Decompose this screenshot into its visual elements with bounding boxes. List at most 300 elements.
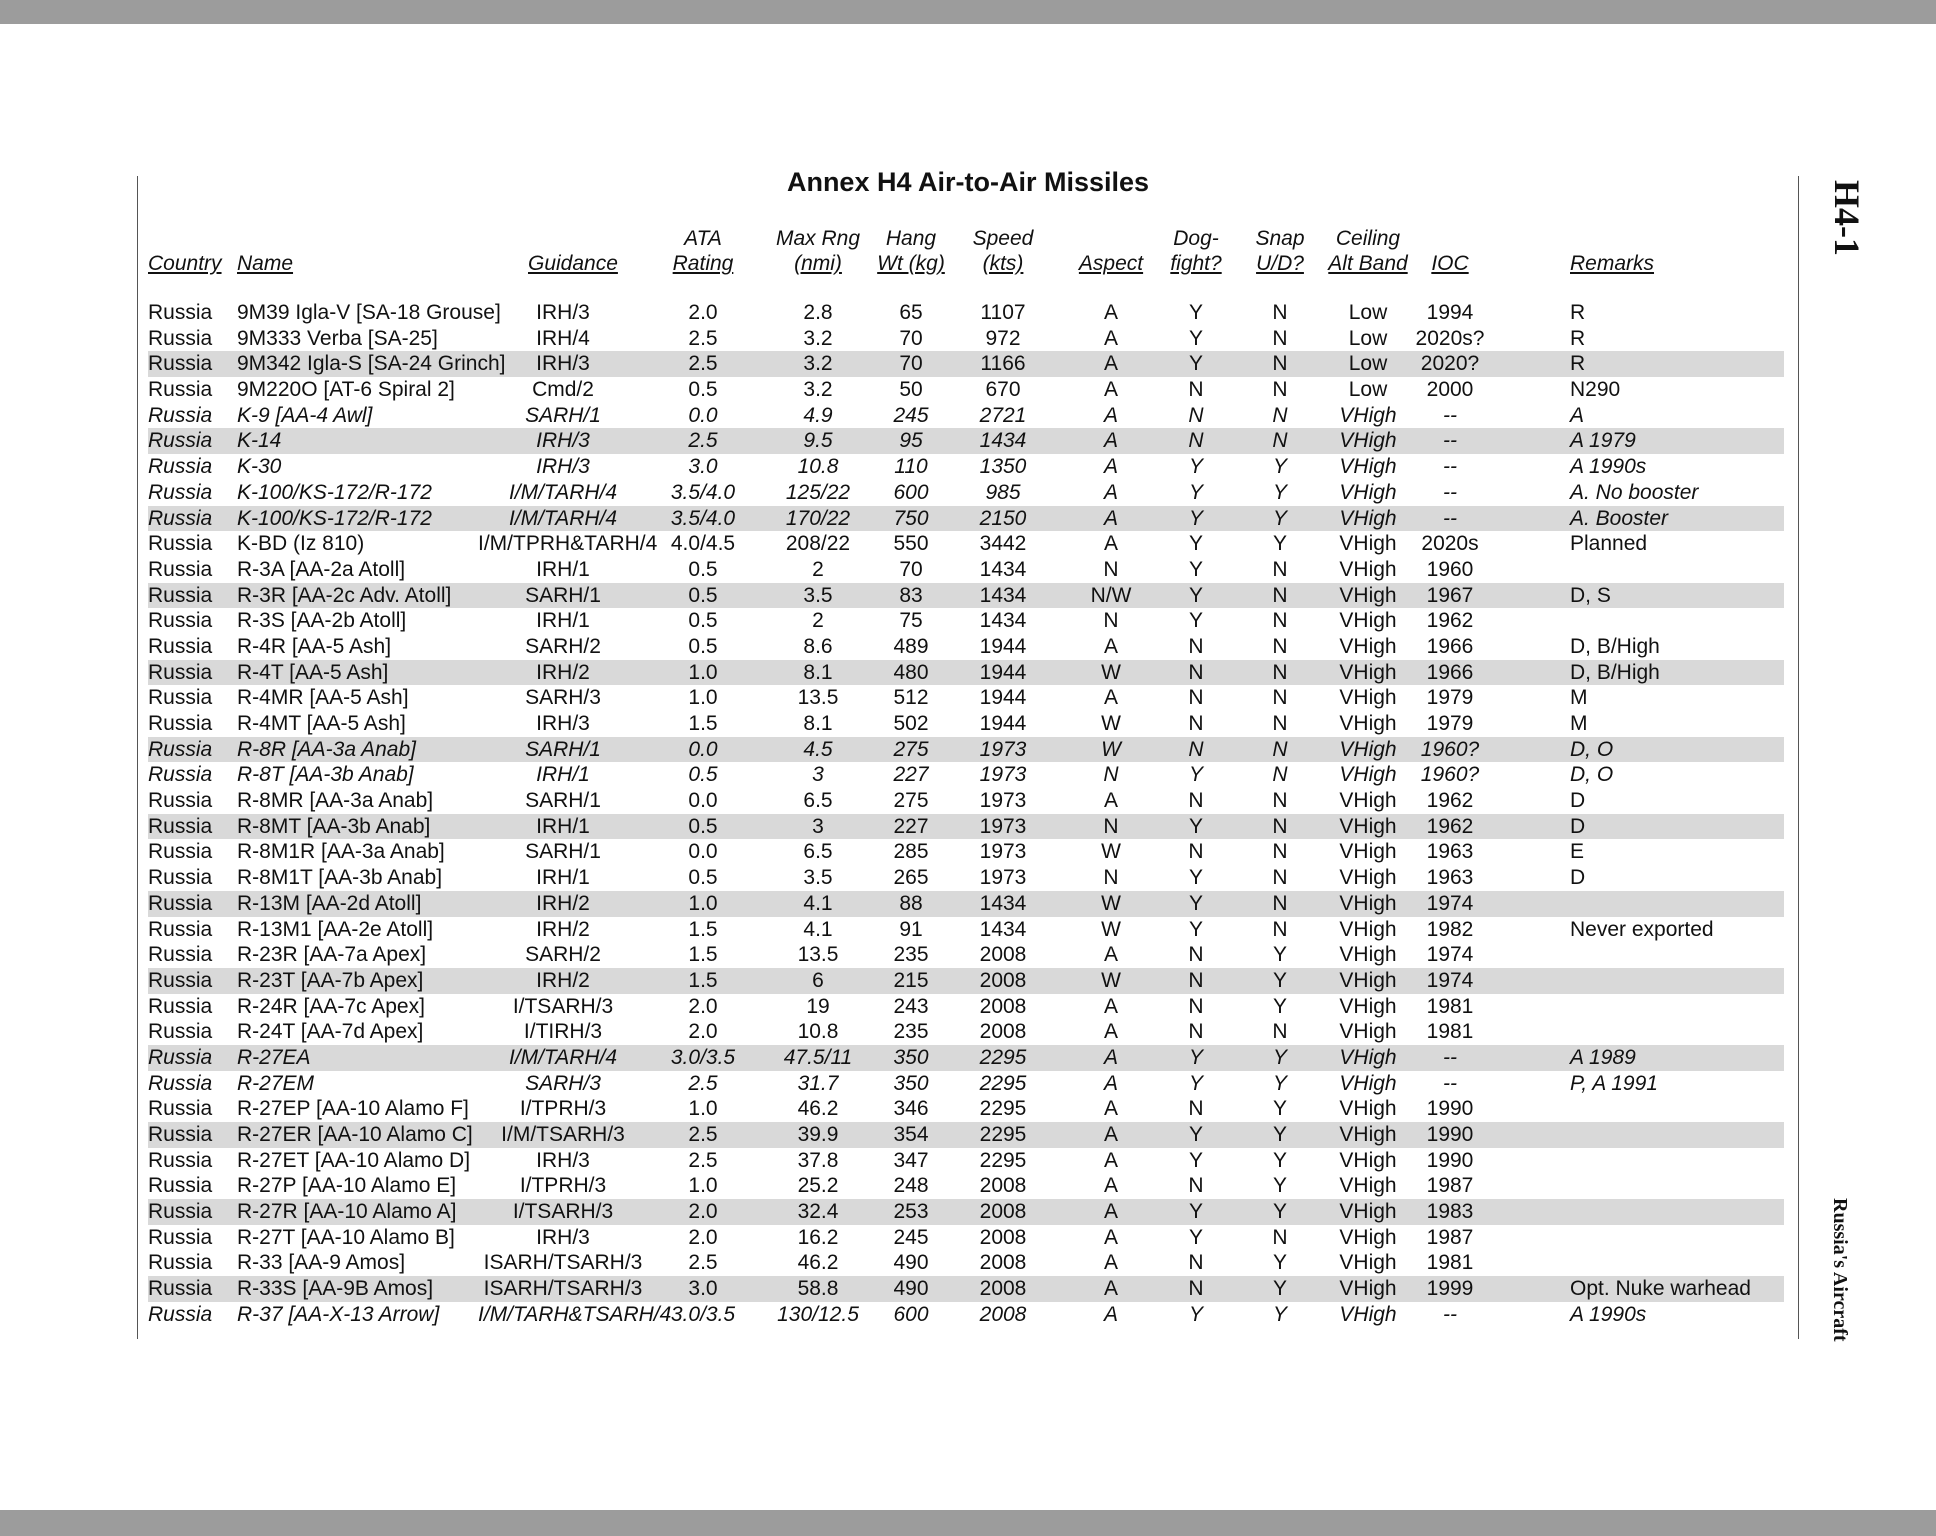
table-cell: I/M/TARH/4 [508,480,618,504]
table-cell: 3.5 [803,583,833,607]
table-cell: Y [1188,1200,1203,1224]
table-cell: 2020? [1420,352,1480,376]
table-row [148,1199,1784,1225]
table-cell: 3.0/3.5 [670,1045,736,1069]
table-cell: R-13M [AA-2d Atoll] [237,891,422,915]
table-cell: 2008 [979,1020,1027,1044]
table-cell: 480 [893,660,929,684]
table-cell: A 1990s [1570,455,1647,479]
table-cell: P, A 1991 [1570,1071,1658,1095]
table-cell: Russia [148,1045,213,1069]
table-row [148,531,1784,557]
table-cell: K-BD (Iz 810) [237,532,365,556]
table-cell: SARH/3 [525,1071,601,1095]
column-header-line2: (nmi) [794,252,842,275]
table-cell: VHigh [1339,1174,1397,1198]
column-header [658,226,748,276]
table-cell: 490 [893,1277,929,1301]
table-cell: N [1272,763,1288,787]
table-cell: N [1188,1020,1204,1044]
table-cell: VHigh [1339,1097,1397,1121]
table-cell: R-27ER [AA-10 Alamo C] [237,1123,473,1146]
table-cell: IRH/2 [536,660,590,684]
table-cell: M [1570,712,1588,735]
table-cell: 1973 [979,789,1027,813]
table-cell: Y [1188,480,1203,504]
table-cell: 972 [985,326,1021,350]
table-cell: Y [1188,814,1203,838]
table-cell: 1960 [1426,557,1474,581]
table-cell: 2020s? [1415,326,1485,350]
table-cell: VHigh [1339,506,1397,530]
table-cell: W [1101,917,1121,941]
table-cell: A [1103,1174,1118,1198]
table-cell: 985 [985,480,1021,504]
table-cell: Russia [148,480,213,504]
table-cell: VHigh [1339,1045,1397,1069]
table-cell: SARH/3 [525,686,601,710]
table-cell: 208/22 [785,532,851,556]
table-cell: 31.7 [797,1071,839,1095]
table-cell: A [1103,1020,1118,1044]
table-cell: N [1103,763,1119,787]
table-cell: 1434 [979,609,1027,633]
table-cell: A [1103,1251,1118,1275]
table-cell: VHigh [1339,840,1397,864]
column-header-line1: Speed [972,227,1034,250]
table-cell: 1974 [1426,943,1474,967]
table-cell: 2008 [979,968,1027,992]
table-cell: Y [1188,326,1203,350]
table-cell: VHigh [1339,532,1397,556]
table-cell: W [1101,712,1121,735]
table-header-row [148,226,1784,280]
column-header-line2: Name [237,252,294,275]
table-cell: 2008 [979,1251,1027,1275]
table-cell: Planned [1570,532,1648,556]
column-header-line1: Snap [1255,227,1305,250]
table-cell: 1982 [1426,917,1474,941]
table-cell: Russia [148,968,213,992]
table-cell: W [1101,840,1121,864]
table-cell: IRH/2 [536,891,590,915]
table-cell: 245 [893,403,929,427]
table-cell: Y [1188,455,1203,479]
table-cell: 2008 [979,1200,1027,1224]
table-cell: 2008 [979,994,1027,1018]
table-cell: VHigh [1339,480,1397,504]
table-cell: R-27EM [237,1071,315,1095]
table-cell: Russia [148,1251,213,1275]
table-row [148,506,1784,532]
table-cell: Russia [148,917,213,941]
table-cell: N [1103,866,1119,890]
table-cell: 1962 [1426,814,1474,838]
table-cell: 37.8 [797,1148,839,1172]
table-row [148,685,1784,711]
table-cell: 3.0/3.5 [670,1302,736,1326]
table-cell: 3.0 [688,1277,718,1301]
table-cell: 1434 [979,891,1027,915]
table-cell: VHigh [1339,634,1397,658]
table-cell: 227 [893,814,929,838]
table-cell: 2008 [979,1174,1027,1198]
table-cell: Y [1272,1200,1287,1224]
table-cell: 2.5 [688,1071,718,1095]
table-cell: 65 [899,301,923,324]
table-cell: 2.0 [688,1020,718,1044]
column-header-line1 [528,226,608,251]
table-cell: D [1570,814,1586,838]
table-cell: 3.5/4.0 [670,506,736,530]
table-cell: 46.2 [797,1251,839,1275]
table-cell: IRH/1 [536,609,590,633]
table-cell: N [1103,557,1119,581]
table-cell: 83 [899,583,923,607]
table-cell: Russia [148,840,213,864]
column-header-line1 [237,226,317,251]
table-cell: R-4MT [AA-5 Ash] [237,712,406,735]
table-cell: IRH/1 [536,814,590,838]
table-cell: A [1103,789,1118,813]
table-cell: 25.2 [797,1174,839,1198]
table-row [148,608,1784,634]
table-cell: 1107 [980,301,1026,324]
table-cell: 2.0 [688,994,718,1018]
table-cell: 2008 [979,1277,1027,1301]
table-cell: N [1188,994,1204,1018]
table-cell: 2.5 [688,352,718,376]
table-cell: 235 [893,1020,929,1044]
table-cell: VHigh [1339,814,1397,838]
table-cell: 1434 [979,583,1027,607]
table-cell: 1944 [979,686,1027,710]
table-cell: 0.5 [688,583,718,607]
column-header-line2: (kts) [982,252,1024,275]
table-cell: VHigh [1339,1123,1397,1146]
table-cell: 1966 [1426,660,1474,684]
table-cell: 4.1 [803,917,833,941]
column-header-line2: Aspect [1078,252,1144,275]
table-cell: 9M333 Verba [SA-25] [237,326,438,350]
table-cell: Y [1188,763,1203,787]
table-cell: R-24T [AA-7d Apex] [237,1020,424,1044]
table-cell: Y [1188,1045,1203,1069]
table-cell: IRH/2 [536,968,590,992]
table-cell: 512 [893,686,929,710]
table-cell: Y [1188,1302,1203,1326]
table-cell: 0.5 [688,814,718,838]
table-cell: Russia [148,1148,213,1172]
table-cell: A [1103,403,1118,427]
table-cell: Low [1348,301,1388,324]
table-cell: N [1188,789,1204,813]
column-header [148,226,228,276]
table-row [148,1250,1784,1276]
table-cell: IRH/3 [536,1148,590,1172]
table-cell: Y [1272,1251,1287,1275]
table-cell: A [1103,352,1118,376]
table-row [148,839,1784,865]
table-cell: 2.8 [803,301,833,324]
table-cell: N [1272,814,1288,838]
table-row [148,377,1784,403]
table-cell: N [1103,814,1119,838]
table-cell: A [1103,301,1118,324]
right-margin-rule [1798,176,1799,1339]
table-cell: R-33 [AA-9 Amos] [237,1251,406,1275]
table-cell: VHigh [1339,1020,1397,1044]
table-cell: 227 [893,763,929,787]
table-cell: A [1103,1123,1118,1146]
table-cell: I/TPRH/3 [519,1174,607,1198]
table-cell: 70 [899,326,923,350]
table-cell: VHigh [1339,660,1397,684]
table-cell: 16.2 [797,1225,839,1249]
table-cell: Russia [148,455,213,479]
table-cell: N [1272,660,1288,684]
table-cell: 1983 [1426,1200,1474,1224]
table-cell: N [1188,1277,1204,1301]
table-cell: -- [1443,403,1457,427]
table-cell: N/W [1090,583,1132,607]
table-cell: 50 [899,378,923,402]
column-header [1240,226,1320,276]
table-row [148,634,1784,660]
table-cell: N [1188,1174,1204,1198]
table-row [148,480,1784,506]
table-cell: 6 [812,968,824,992]
table-cell: R-3S [AA-2b Atoll] [237,609,407,633]
table-cell: 4.0/4.5 [670,532,736,556]
table-cell: Y [1272,506,1287,530]
table-cell: 275 [893,737,929,761]
table-cell: 9M39 Igla-V [SA-18 Grouse] [237,301,501,324]
table-cell: I/M/TARH/4 [508,506,618,530]
section-subtitle: Russia's Aircraft [1829,1198,1851,1342]
table-cell: A [1103,1225,1118,1249]
table-row [148,1148,1784,1174]
table-cell: Russia [148,557,213,581]
table-cell: K-100/KS-172/R-172 [237,480,432,504]
table-cell: 1994 [1426,301,1474,324]
table-row [148,1045,1784,1071]
table-cell: 19 [806,994,830,1018]
table-cell: Russia [148,609,213,633]
column-header [1323,226,1413,276]
table-cell: D, O [1570,763,1614,787]
table-cell: VHigh [1339,866,1397,890]
table-cell: 2008 [979,943,1027,967]
table-cell: -- [1443,1045,1457,1069]
table-row [148,942,1784,968]
table-cell: 0.5 [688,609,718,633]
table-row [148,454,1784,480]
table-cell: SARH/2 [525,943,601,967]
table-cell: 2.0 [688,1225,718,1249]
table-cell: R-3A [AA-2a Atoll] [237,557,406,581]
table-cell: 2.5 [688,1251,718,1275]
table-cell: R-13M1 [AA-2e Atoll] [237,917,434,941]
column-header-line2: fight? [1170,252,1222,275]
table-cell: 235 [893,943,929,967]
table-cell: Y [1272,968,1287,992]
table-cell: IRH/2 [536,917,590,941]
table-cell: Russia [148,378,213,402]
table-cell: Y [1272,1045,1287,1069]
table-cell: VHigh [1339,763,1397,787]
table-cell: 1981 [1426,994,1474,1018]
table-cell: N [1272,403,1288,427]
table-cell: 1944 [979,712,1027,735]
table-cell: 2721 [979,403,1027,427]
table-cell: R-37 [AA-X-13 Arrow] [237,1302,440,1326]
table-cell: Russia [148,429,213,453]
table-cell: 1350 [979,455,1027,479]
table-cell: 275 [893,789,929,813]
table-cell: Russia [148,1174,213,1198]
column-header [1076,226,1146,276]
table-cell: R-27ET [AA-10 Alamo D] [237,1148,471,1172]
table-cell: 8.6 [803,634,833,658]
table-cell: N [1188,634,1204,658]
table-row [148,326,1784,352]
table-cell: 58.8 [797,1277,839,1301]
table-cell: R-8M1R [AA-3a Anab] [237,840,445,864]
table-cell: Russia [148,891,213,915]
table-cell: R-23R [AA-7a Apex] [237,943,427,967]
table-header [148,226,1784,280]
top-border-bar [0,0,1936,24]
table-cell: 13.5 [797,686,839,710]
table-cell: 1960? [1420,763,1480,787]
table-cell: -- [1443,1071,1457,1095]
table-cell: D, O [1570,737,1614,761]
table-cell: 1.0 [688,1097,718,1121]
table-cell: D [1570,866,1586,890]
table-cell: 1973 [979,814,1027,838]
table-cell: 2 [812,609,824,633]
bottom-border-bar [0,1510,1936,1536]
column-header-line1 [148,226,228,251]
table-cell: N [1272,326,1288,350]
table-cell: 47.5/11 [783,1045,853,1069]
table-cell: IRH/1 [536,557,590,581]
table-cell: 1979 [1426,686,1474,710]
table-cell: 3.5 [803,866,833,890]
table-row [148,1071,1784,1097]
missile-table [148,300,1784,1328]
table-cell: Low [1348,352,1388,376]
table-cell: Russia [148,326,213,350]
table-cell: Russia [148,583,213,607]
table-cell: A [1103,1045,1118,1069]
table-cell: 6.5 [803,840,833,864]
table-cell: 2295 [979,1148,1027,1172]
table-cell: Y [1188,917,1203,941]
table-cell: N [1272,866,1288,890]
table-cell: A. No booster [1570,480,1699,504]
table-cell: I/TIRH/3 [523,1020,603,1044]
table-cell: 750 [893,506,929,530]
table-cell: 13.5 [797,943,839,967]
table-cell: VHigh [1339,455,1397,479]
table-cell: VHigh [1339,1200,1397,1224]
table-cell: 0.0 [688,789,718,813]
table-cell: IRH/3 [536,352,590,376]
table-cell: 170/22 [785,506,851,530]
table-cell: R-8R [AA-3a Anab] [237,737,416,761]
table-cell: 0.0 [688,840,718,864]
table-cell: 1963 [1426,840,1474,864]
table-cell: 9M342 Igla-S [SA-24 Grinch] [237,352,506,376]
table-cell: 550 [893,532,929,556]
table-cell: Y [1272,1302,1287,1326]
table-cell: 1944 [979,634,1027,658]
table-cell: 3.0 [688,455,718,479]
table-cell: 489 [893,634,929,658]
table-cell: VHigh [1339,789,1397,813]
table-cell: 32.4 [797,1200,839,1224]
table-cell: ISARH/TSARH/3 [483,1277,643,1301]
table-cell: 130/12.5 [777,1302,859,1326]
table-cell: N [1188,840,1204,864]
table-cell: Russia [148,1302,213,1326]
table-cell: A 1990s [1570,1302,1647,1326]
table-cell: Y [1188,532,1203,556]
table-cell: 39.9 [797,1123,839,1146]
table-cell: A [1103,1277,1118,1301]
table-cell: 2020s [1421,532,1479,556]
column-header-line1 [1076,226,1146,251]
table-cell: Russia [148,1071,213,1095]
table-cell: E [1570,840,1585,864]
table-cell: 1.5 [688,917,718,941]
table-row [148,1122,1784,1148]
table-cell: SARH/1 [525,789,601,813]
table-cell: 2008 [979,1225,1027,1249]
table-cell: A [1103,1097,1118,1121]
table-cell: VHigh [1339,1071,1397,1095]
table-cell: VHigh [1339,994,1397,1018]
table-cell: Y [1272,480,1287,504]
column-header [1156,226,1236,276]
table-cell: R [1570,301,1586,324]
table-cell: Russia [148,994,213,1018]
table-cell: IRH/4 [536,326,590,350]
table-cell: D, B/High [1570,634,1660,658]
table-cell: N [1188,712,1204,735]
table-cell: I/M/TARH/4 [508,1045,618,1069]
table-cell: A [1103,532,1118,556]
table-cell: Y [1188,583,1203,607]
table-row [148,788,1784,814]
table-cell: 2 [812,557,824,581]
column-header [528,226,618,276]
table-cell: 1990 [1426,1148,1474,1172]
table-row [148,300,1784,326]
column-header-line1: ATA [684,227,722,250]
table-row [148,583,1784,609]
table-cell: IRH/1 [536,866,590,890]
table-cell: 1973 [979,737,1027,761]
table-cell: 2.5 [688,1123,718,1146]
table-cell: 8.1 [803,660,833,684]
table-cell: N [1272,378,1288,402]
table-cell: W [1101,891,1121,915]
table-cell: Russia [148,403,213,427]
table-cell: SARH/2 [525,634,601,658]
